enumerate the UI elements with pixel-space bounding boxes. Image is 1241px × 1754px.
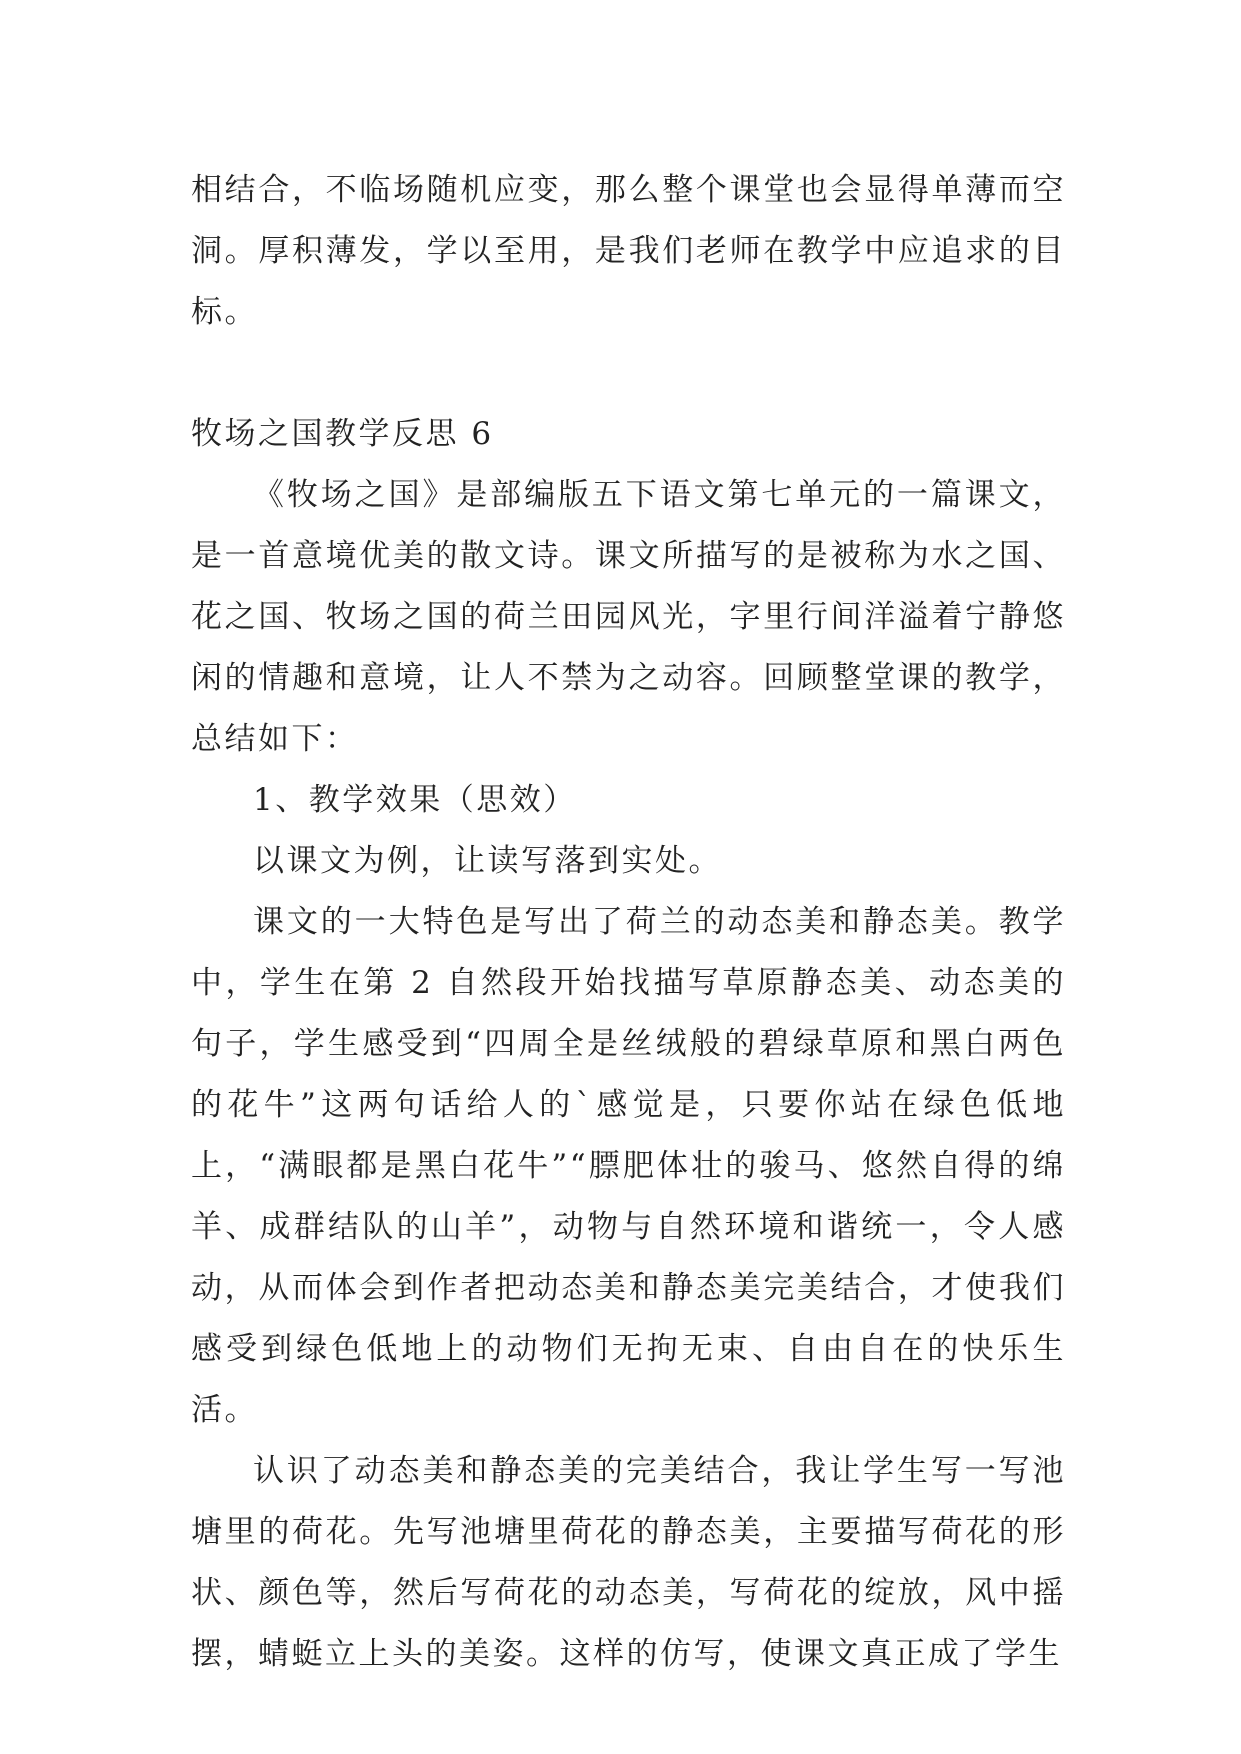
paragraph-writing-practice: 认识了动态美和静态美的完美结合，我让学生写一写池塘里的荷花。先写池塘里荷花的静态美，主要描写荷花的形状、颜色等，然后写荷花的动态美，写荷花的绽放，风中摇摆，蜻蜓立上头的美姿。这样的仿写，使课文真正成了学生 [191,1453,1066,1672]
document-body [191,160,1066,1685]
paragraph-point-title: 1、教学效果（思效） [253,782,577,818]
section-heading: 牧场之国教学反思 6 [191,416,494,452]
paragraph-dynamic-static: 课文的一大特色是写出了荷兰的动态美和静态美。教学中，学生在第 2 自然段开始找描写草原静态美、动态美的句子，学生感受到“四周全是丝绒般的碧绿草原和黑白两色的花牛”这两句话给人的`感觉是，只要你站在绿色低地上，“满眼都是黑白花牛”“膘肥体壮的骏马、悠然自得的绵羊、成群结队的山羊”，动物与自然环境和谐统一，令人感动，从而体会到作者把动态美和静态美完美结合，才使我们感受到绿色低地上的动物们无拘无束、自由自在的快乐生活。 [191,904,1066,1428]
paragraph-intro: 《牧场之国》是部编版五下语文第七单元的一篇课文，是一首意境优美的散文诗。课文所描写的是被称为水之国、花之国、牧场之国的荷兰田园风光，字里行间洋溢着宁静悠闲的情趣和意境，让人不禁为之动容。回顾整堂课的教学，总结如下： [191,477,1066,757]
paragraph-continuation: 相结合，不临场随机应变，那么整个课堂也会显得单薄而空洞。厚积薄发，学以至用，是我们老师在教学中应追求的目标。 [191,172,1066,330]
paragraph-point-summary: 以课文为例，让读写落到实处。 [253,843,722,879]
